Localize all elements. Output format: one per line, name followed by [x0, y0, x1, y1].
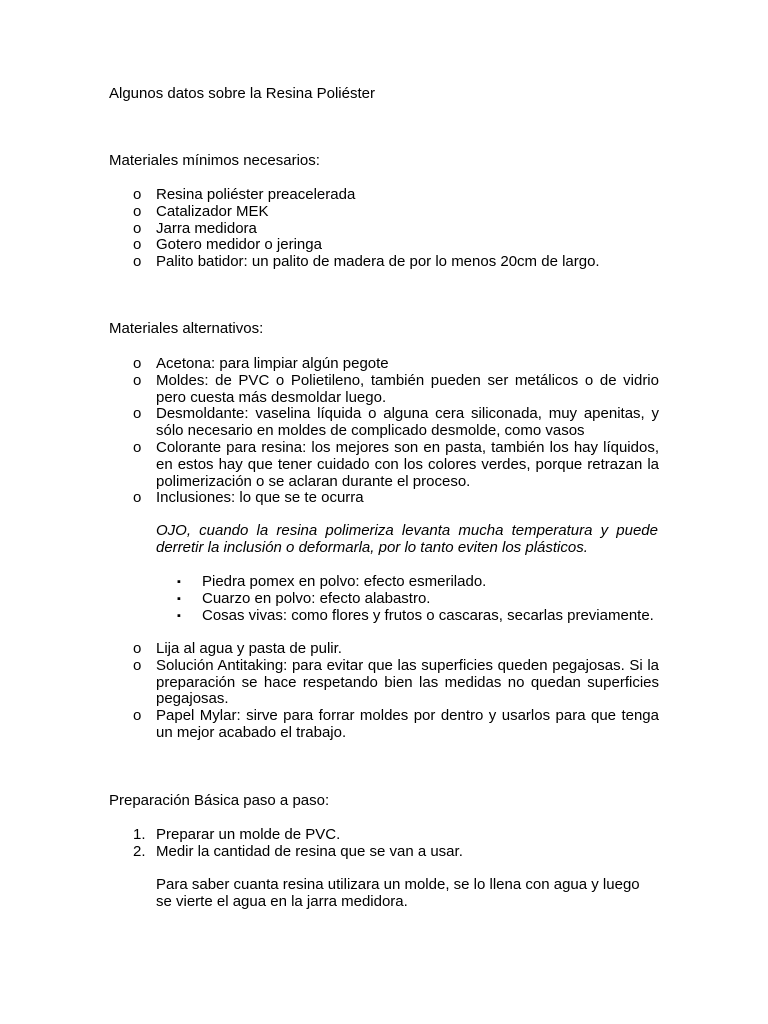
list-item: o Papel Mylar: sirve para forrar moldes por dentro y usarlos para que tenga un mejor acabado el trabajo.: [133, 707, 659, 741]
bullet-marker: o: [133, 371, 142, 389]
step-number: 1.: [133, 826, 146, 843]
step-number: 2.: [133, 842, 146, 860]
bullet-marker: o: [133, 253, 142, 271]
bullet-marker: o: [133, 640, 142, 657]
list-item: o Desmoldante: vaselina líquida o alguna cera siliconada, muy apenitas, y sólo necesario en moldes de complicado desmolde, como vasos: [133, 405, 659, 440]
list-item: o Colorante para resina: los mejores son en pasta, también los hay líquidos, en estos hay que tener cuidado con los colores verdes, porque retrazan la polimerización o se aclaran durante el proceso.: [133, 438, 659, 490]
list-item: 2. Medir la cantidad de resina que se van a usar.: [133, 842, 463, 860]
list-item: o Gotero medidor o jeringa: [133, 236, 322, 254]
list-item: 1. Preparar un molde de PVC.: [133, 826, 341, 843]
heading-preparacion: Preparación Básica paso a paso:: [109, 792, 330, 809]
square-bullet-icon: ▪: [177, 576, 181, 588]
list-pasos: [109, 827, 659, 861]
list-materiales-alternativos: [109, 356, 659, 507]
list-item: o Lija al agua y pasta de pulir.: [133, 640, 342, 657]
bullet-marker: o: [133, 202, 142, 220]
list-inclusiones: [156, 574, 658, 624]
bullet-marker: o: [133, 707, 142, 725]
bullet-marker: o: [133, 186, 142, 203]
bullet-marker: o: [133, 405, 142, 423]
list-item: ▪ Cosas vivas: como flores y frutos o cascaras, secarlas previamente.: [177, 606, 654, 624]
warning-note: OJO, cuando la resina polimeriza levanta mucha temperatura y puede derretir la inclusión o deformarla, por lo tanto eviten los plásticos.: [156, 522, 658, 556]
list-materiales-adicionales: [109, 641, 659, 742]
bullet-marker: o: [133, 236, 142, 254]
list-item: o Palito batidor: un palito de madera de por lo menos 20cm de largo.: [133, 253, 600, 271]
list-item: o Moldes: de PVC o Polietileno, también pueden ser metálicos o de vidrio pero cuesta más desmoldar luego.: [133, 371, 659, 406]
list-item: ▪ Piedra pomex en polvo: efecto esmerilado.: [177, 573, 487, 590]
list-item: o Inclusiones: lo que se te ocurra: [133, 489, 364, 507]
document-title: Algunos datos sobre la Resina Poliéster: [109, 85, 375, 102]
list-item: o Jarra medidora: [133, 219, 257, 237]
bullet-marker: o: [133, 489, 142, 507]
square-bullet-icon: ▪: [177, 592, 181, 605]
bullet-marker: o: [133, 438, 142, 456]
heading-materiales-minimos: Materiales mínimos necesarios:: [109, 152, 320, 169]
bullet-marker: o: [133, 656, 142, 674]
explanation-text: Para saber cuanta resina utilizara un molde, se lo llena con agua y luego se vierte el agua en la jarra medidora.: [156, 876, 640, 910]
square-bullet-icon: ▪: [177, 609, 181, 622]
bullet-marker: o: [133, 355, 142, 372]
bullet-marker: o: [133, 219, 142, 237]
list-item: ▪ Cuarzo en polvo: efecto alabastro.: [177, 589, 431, 607]
heading-materiales-alternativos: Materiales alternativos:: [109, 320, 264, 337]
list-item: o Acetona: para limpiar algún pegote: [133, 355, 389, 372]
list-item: o Resina poliéster preacelerada: [133, 186, 356, 203]
list-item: o Solución Antitaking: para evitar que las superficies queden pegajosas. Si la preparación se hace respetando bien las medidas no quedan superficies pegajosas.: [133, 656, 659, 708]
list-item: o Catalizador MEK: [133, 202, 269, 220]
list-materiales-minimos: [109, 187, 659, 271]
